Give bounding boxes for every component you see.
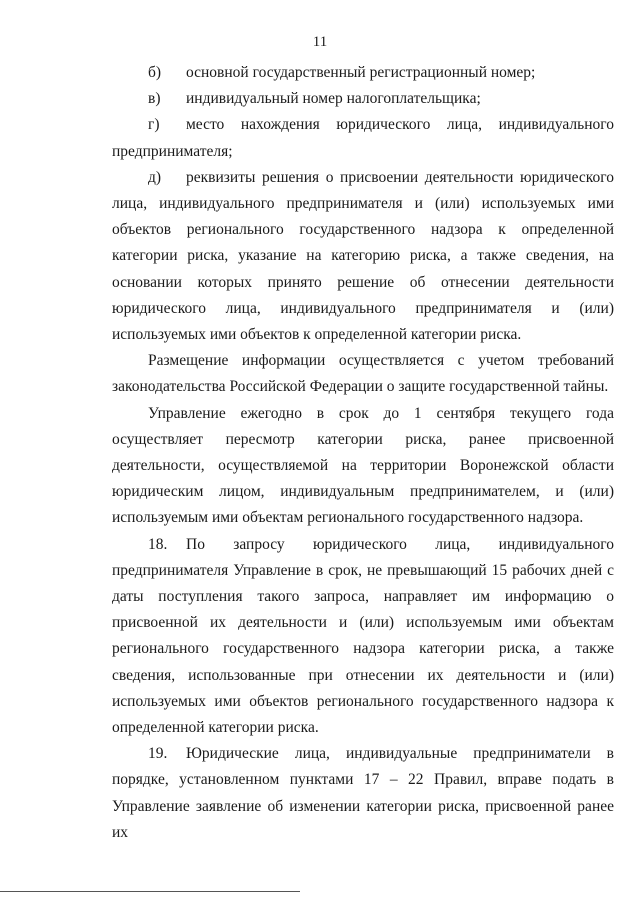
section-number: 18. [148,535,168,553]
paragraph-g [112,112,614,164]
footnote-divider [0,891,300,892]
list-marker: в) [148,90,161,108]
paragraph-v [112,86,614,112]
paragraph-annual-review [112,401,614,532]
paragraph-text: Размещение информации осуществляется с учетом требований законодательства Российской Федерации о защите государственной тайны. [112,352,614,396]
paragraph-text: Управление ежегодно в срок до 1 сентября текущего года осуществляет пересмотр категории риска, ранее присвоенной деятельности, осуществляемой на территории Воронежской области юридическим лицом, индивидуальным предпринимателем, и (или) используемым ими объектам регионального государственного надзора. [112,404,614,527]
list-marker: г) [148,116,160,134]
paragraph-b [112,60,614,86]
paragraph-text: место нахождения юридического лица, индивидуального предпринимателя; [112,116,614,160]
paragraph-19 [112,741,614,846]
section-number: 19. [148,745,168,763]
list-marker: д) [148,168,162,186]
paragraph-text: Юридические лица, индивидуальные предприниматели в порядке, установленном пунктами 17 – 22 Правил, вправе подать в Управление заявление об изменении категории риска, присвоенной ранее их [112,745,614,841]
paragraph-d [112,165,614,348]
paragraph-secrecy [112,348,614,400]
paragraph-text: реквизиты решения о присвоении деятельности юридического лица, индивидуального предпринимателя и (или) используемых ими объектов регионального государственного надзора к определенной категории риска, указание на категорию риска, а также сведения, на основании которых принято решение об отнесении деятельности юридического лица, индивидуального предпринимателя и (или) используемых ими объектов к определенной категории риска. [112,168,614,344]
document-body [112,60,614,846]
paragraph-text: По запросу юридического лица, индивидуального предпринимателя Управление в срок, не превышающий 15 рабочих дней с даты поступления такого запроса, направляет им информацию о присвоенной их деятельности и (или) используемым ими объектам регионального государственного надзора категории риска, а также сведения, использованные при отнесении их деятельности и (или) используемых ими объектов регионального государственного надзора к определенной категории риска. [112,535,614,737]
list-marker: б) [148,64,162,81]
page-number: 11 [312,34,328,50]
paragraph-text: основной государственный регистрационный номер; [186,64,536,81]
paragraph-18 [112,532,614,742]
paragraph-text: индивидуальный номер налогоплательщика; [186,90,481,108]
